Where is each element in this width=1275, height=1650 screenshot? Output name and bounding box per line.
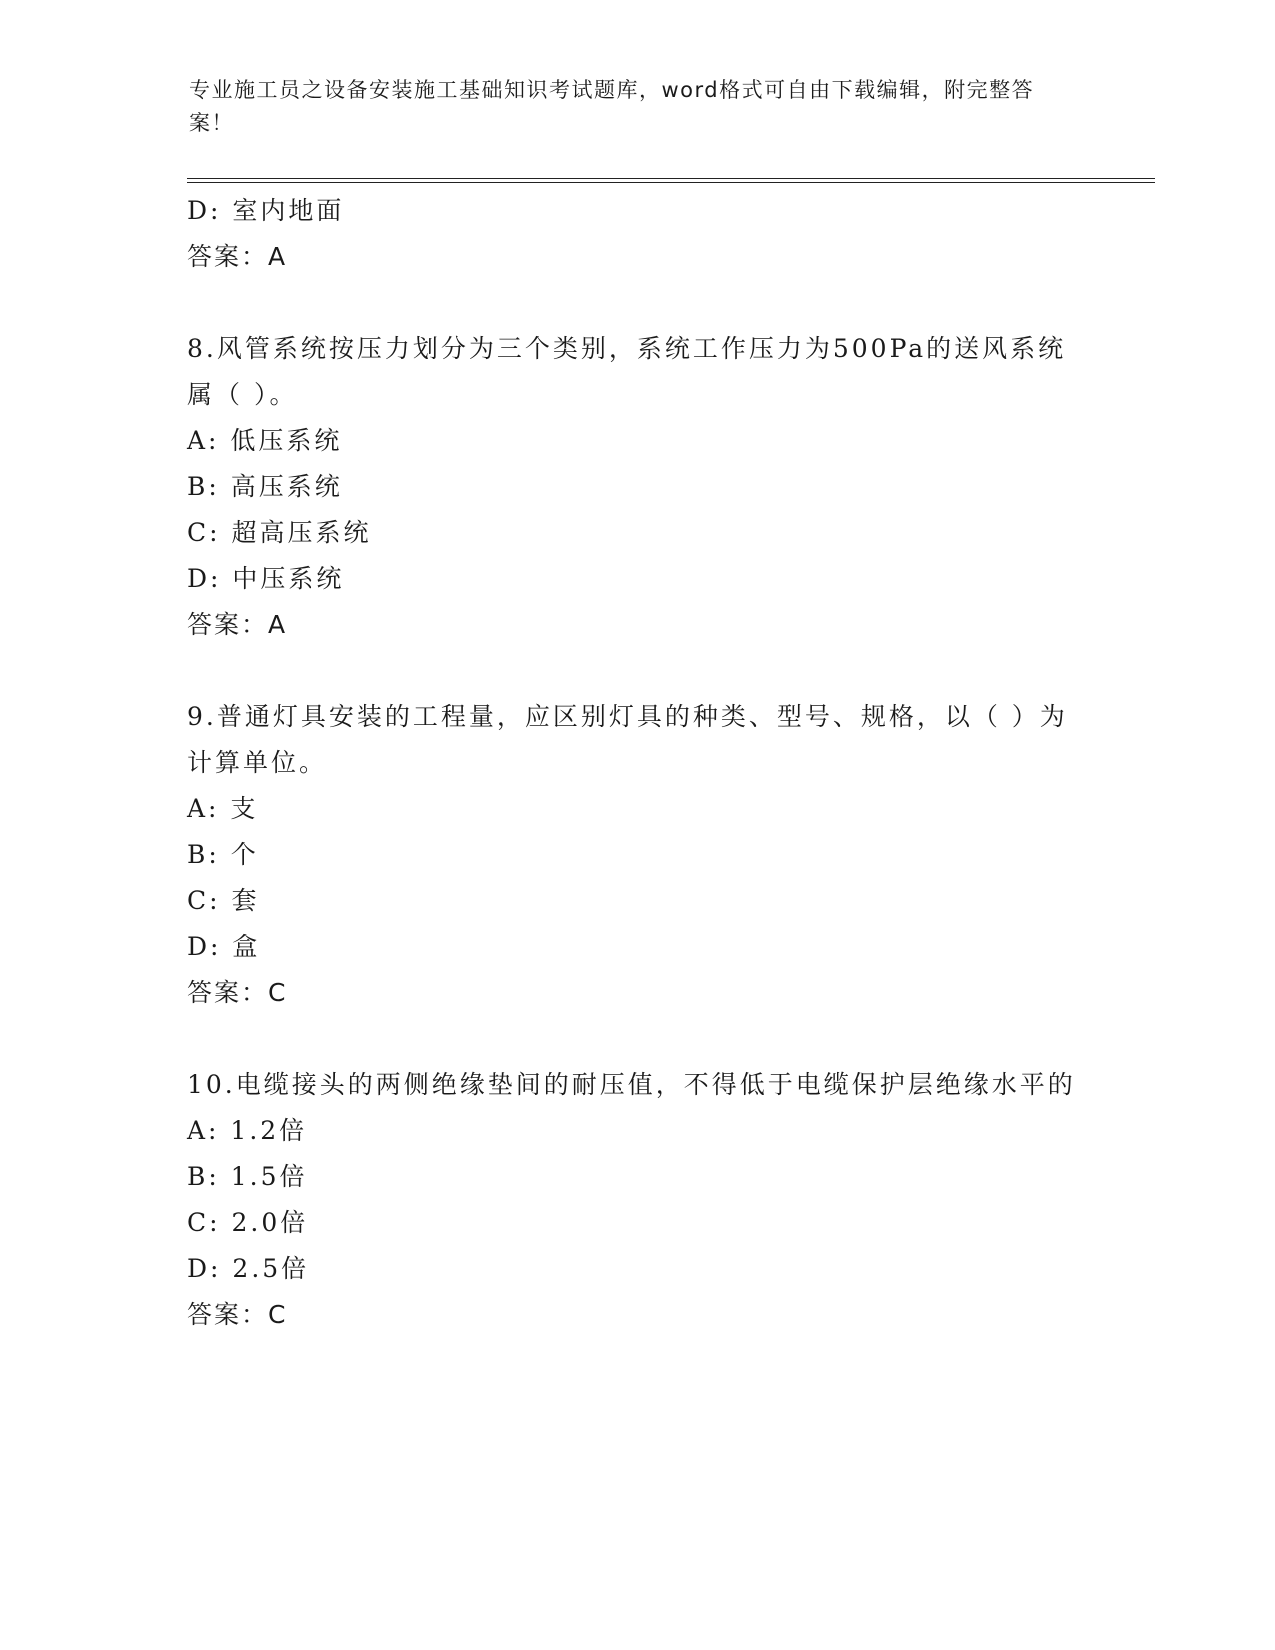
option-b: B: 高压系统 (187, 472, 343, 501)
option-d: D: 中压系统 (187, 564, 345, 593)
option-a: A: 支 (187, 794, 259, 823)
question-9 (187, 694, 1087, 1016)
header-divider-bottom (187, 182, 1155, 183)
prev-answer: 答案：A (187, 242, 288, 271)
option-d: D: 盒 (187, 932, 261, 961)
question-10 (187, 1062, 1087, 1338)
option-a: A: 低压系统 (187, 426, 343, 455)
question-8 (187, 326, 1087, 648)
option-b: B: 1.5倍 (187, 1162, 308, 1191)
answer: 答案：A (187, 610, 288, 639)
answer: 答案：C (187, 978, 288, 1007)
prev-option-d: D: 室内地面 (187, 196, 345, 225)
option-c: C: 套 (187, 886, 260, 915)
answer: 答案：C (187, 1300, 288, 1329)
question-stem: 9.普通灯具安装的工程量，应区别灯具的种类、型号、规格，以（ ）为计算单位。 (187, 702, 1068, 777)
document-header: 专业施工员之设备安装施工基础知识考试题库，word格式可自由下载编辑，附完整答案！ (189, 78, 1035, 135)
option-b: B: 个 (187, 840, 259, 869)
question-stem: 8.风管系统按压力划分为三个类别，系统工作压力为500Pa的送风系统属（ ）。 (187, 334, 1067, 409)
option-d: D: 2.5倍 (187, 1254, 310, 1283)
option-c: C: 2.0倍 (187, 1208, 309, 1237)
option-c: C: 超高压系统 (187, 518, 372, 547)
question-stem: 10.电缆接头的两侧绝缘垫间的耐压值，不得低于电缆保护层绝缘水平的 (187, 1070, 1076, 1099)
question-list (187, 188, 1087, 1338)
option-a: A: 1.2倍 (187, 1116, 308, 1145)
header-divider-top (187, 178, 1155, 179)
